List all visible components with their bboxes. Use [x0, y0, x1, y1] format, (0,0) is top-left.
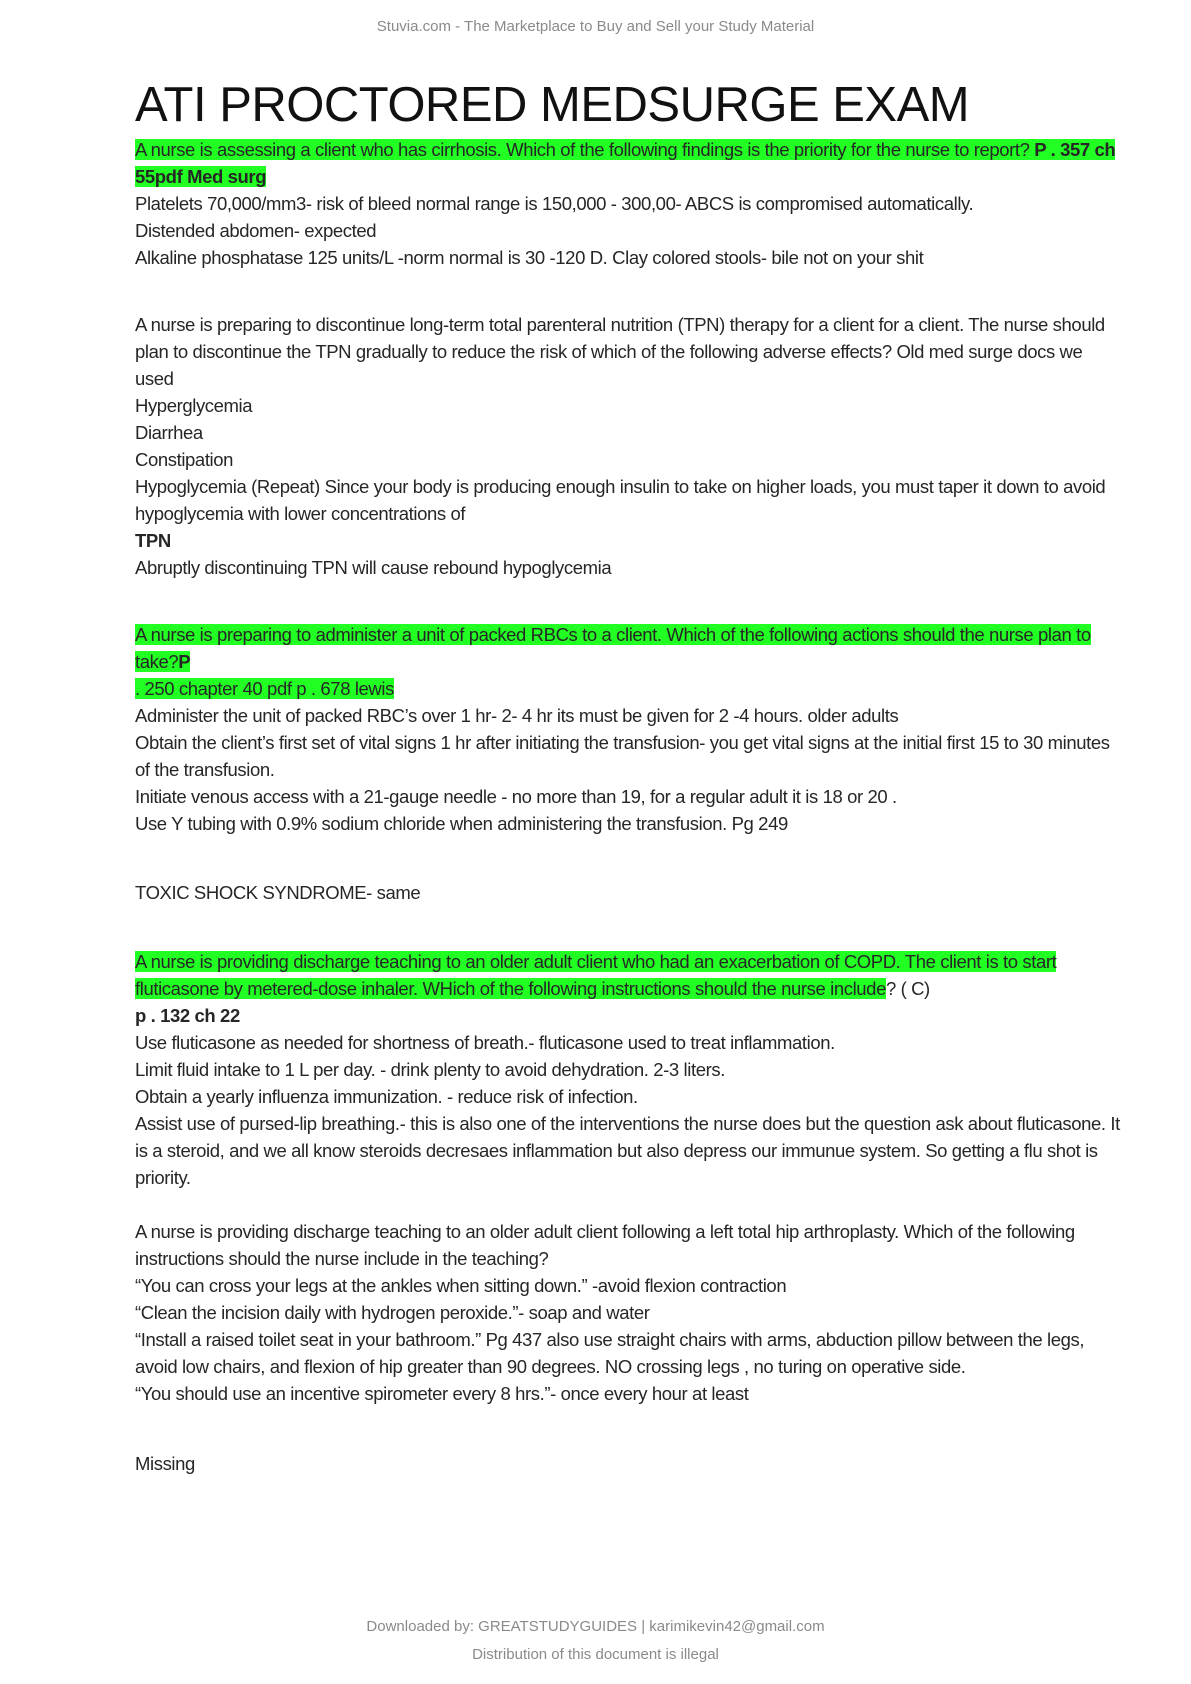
question-4-text: A nurse is providing discharge teaching to an older adult client who had an exacerbation of COPD. The client is to start fluticasone by metered-dose inhaler. WHich of the following instructions should the nurse include — [135, 951, 1057, 999]
question-4 — [135, 948, 1125, 1002]
footer-download-info: Downloaded by: GREATSTUDYGUIDES | karimikevin42@gmail.com — [366, 1618, 825, 1635]
page-header: Stuvia.com - The Marketplace to Buy and Sell your Study Material — [376, 18, 815, 35]
toxic-shock-note: TOXIC SHOCK SYNDROME- same — [135, 882, 421, 903]
footer-distribution-notice: Distribution of this document is illegal — [472, 1646, 719, 1663]
q3-line: Obtain the client’s first set of vital signs 1 hr after initiating the transfusion- you get vital signs at the initial first 15 to 30 minutes of the transfusion. — [135, 732, 1110, 780]
q4-line: Limit fluid intake to 1 L per day. - drink plenty to avoid dehydration. 2-3 liters. — [135, 1059, 725, 1080]
q1-line: Alkaline phosphatase 125 units/L -norm normal is 30 -120 D. Clay colored stools- bile not on your shit — [135, 247, 924, 268]
q4-line: Use fluticasone as needed for shortness of breath.- fluticasone used to treat inflammation. — [135, 1032, 835, 1053]
question-4-suffix: ? ( C) — [885, 978, 930, 999]
q1-line: Platelets 70,000/mm3- risk of bleed normal range is 150,000 - 300,00- ABCS is compromised automatically. — [135, 193, 974, 214]
question-1 — [135, 136, 1125, 190]
q2-line: Diarrhea — [135, 422, 203, 443]
document-body — [135, 76, 1125, 1477]
q1-line: Distended abdomen- expected — [135, 220, 377, 241]
q5-line: “You can cross your legs at the ankles when sitting down.” -avoid flexion contraction — [135, 1275, 787, 1296]
question-3 — [135, 621, 1125, 675]
document-title: ATI PROCTORED MEDSURGE EXAM — [135, 78, 970, 132]
q2-line: Hypoglycemia (Repeat) Since your body is producing enough insulin to take on higher loads, you must taper it down to avoid hypoglycemia with lower concentrations of — [135, 476, 1106, 524]
q5-line: “Clean the incision daily with hydrogen peroxide.”- soap and water — [135, 1302, 650, 1323]
missing-note: Missing — [135, 1453, 195, 1474]
q2-last-line: Abruptly discontinuing TPN will cause rebound hypoglycemia — [135, 557, 612, 578]
question-3-ref-a: P — [178, 651, 191, 672]
q5-line: “Install a raised toilet seat in your bathroom.” Pg 437 also use straight chairs with arms, abduction pillow between the legs, avoid low chairs, and flexion of hip greater than 90 degrees. NO crossing legs , no turing on operative side. — [135, 1329, 1085, 1377]
question-1-text: A nurse is assessing a client who has cirrhosis. Which of the following findings is the priority for the nurse to report? — [135, 139, 1030, 160]
question-3-text: A nurse is preparing to administer a unit of packed RBCs to a client. Which of the following actions should the nurse plan to take? — [135, 624, 1091, 672]
question-3-ref-b: . 250 chapter 40 pdf p . 678 lewis — [135, 678, 394, 699]
q2-line: Hyperglycemia — [135, 395, 253, 416]
q2-line: Constipation — [135, 449, 234, 470]
question-2: A nurse is preparing to discontinue long-term total parenteral nutrition (TPN) therapy for a client for a client. The nurse should plan to discontinue the TPN gradually to reduce the risk of which of the following adverse effects? Old med surge docs we used — [135, 314, 1105, 389]
q2-bold-line: TPN — [135, 530, 171, 551]
q3-line: Use Y tubing with 0.9% sodium chloride when administering the transfusion. Pg 249 — [135, 813, 788, 834]
q3-line: Initiate venous access with a 21-gauge needle - no more than 19, for a regular adult it is 18 or 20 . — [135, 786, 897, 807]
q3-line: Administer the unit of packed RBC’s over 1 hr- 2- 4 hr its must be given for 2 -4 hours. older adults — [135, 705, 899, 726]
question-5: A nurse is providing discharge teaching to an older adult client following a left total hip arthroplasty. Which of the following instructions should the nurse include in the teaching? — [135, 1221, 1075, 1269]
question-3-ref — [135, 675, 1125, 702]
question-1-ref: P . 357 ch 55pdf Med surg — [135, 139, 1116, 187]
q4-line: Obtain a yearly influenza immunization. - reduce risk of infection. — [135, 1086, 638, 1107]
question-4-ref: p . 132 ch 22 — [135, 1005, 240, 1026]
q4-line: Assist use of pursed-lip breathing.- this is also one of the interventions the nurse does but the question ask about fluticasone. It is a steroid, and we all know steroids decresaes inflammation but also depress our immunue system. So getting a flu shot is priority. — [135, 1113, 1120, 1188]
q5-line: “You should use an incentive spirometer every 8 hrs.”- once every hour at least — [135, 1383, 749, 1404]
